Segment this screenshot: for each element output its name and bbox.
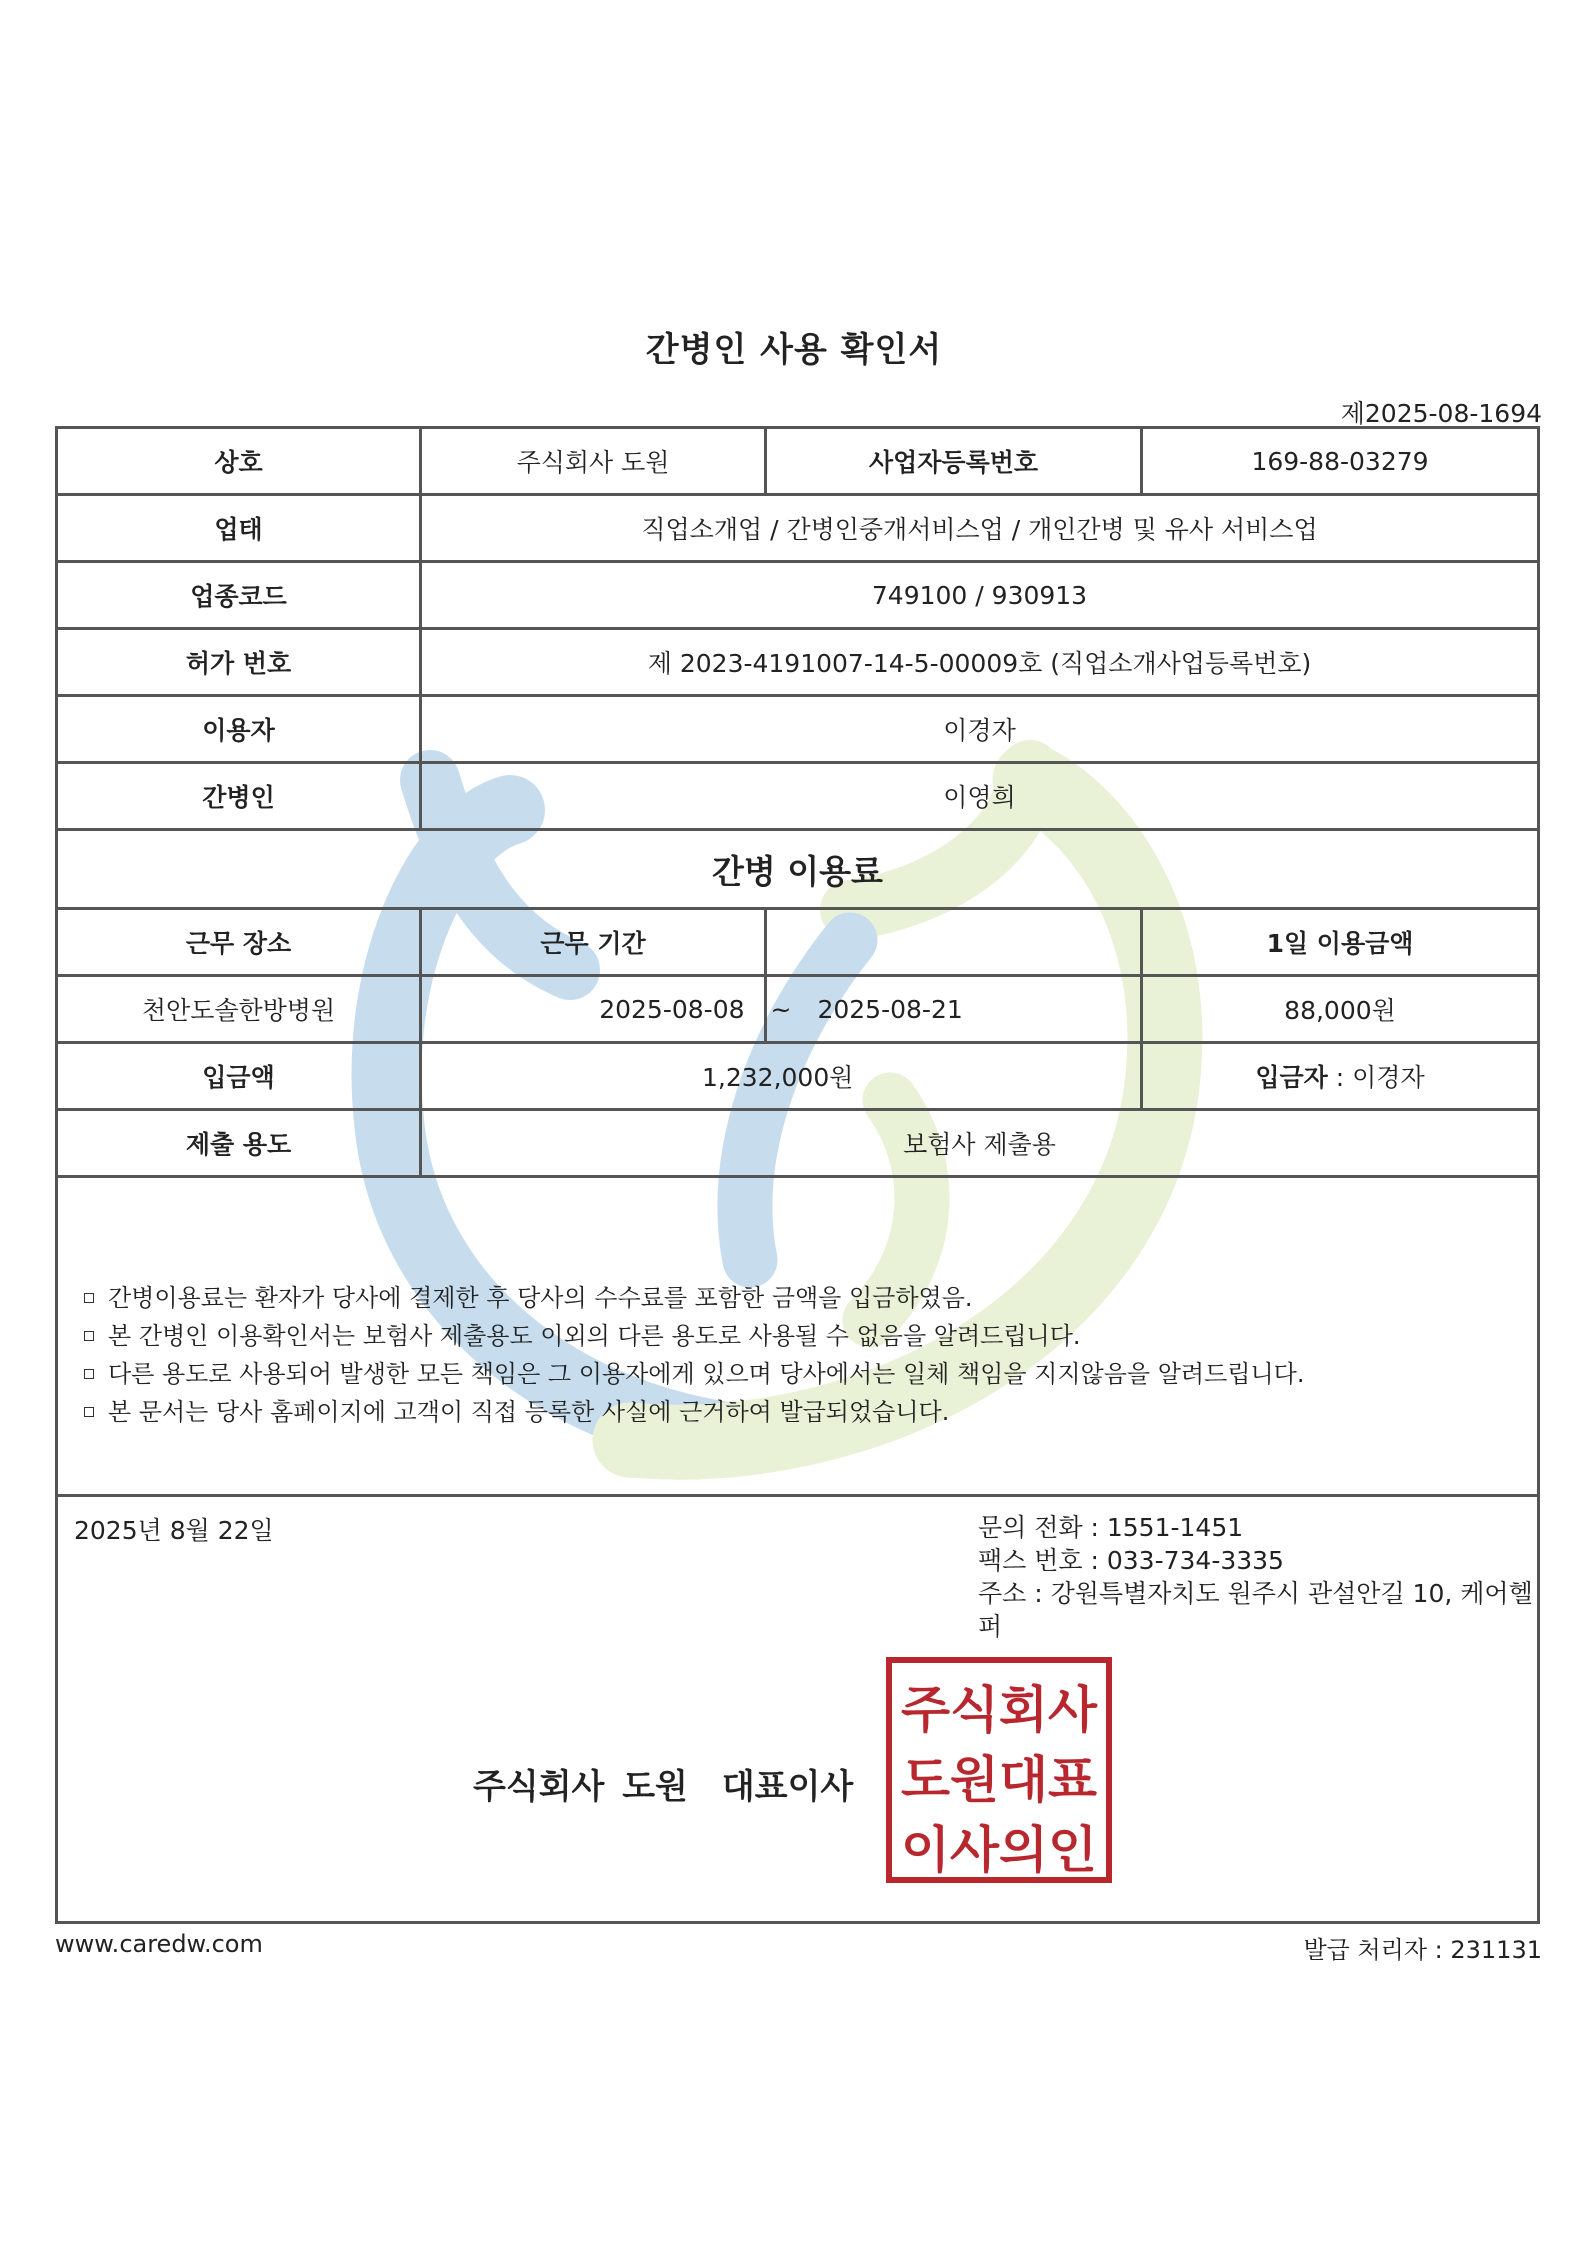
label-deposit: 입금액 bbox=[202, 1063, 275, 1092]
contact-info bbox=[978, 1511, 1537, 1643]
bullet-square-icon bbox=[84, 1331, 94, 1341]
notice-item bbox=[78, 1317, 1304, 1355]
contact-fax: 팩스 번호 : 033-734-3335 bbox=[978, 1546, 1284, 1575]
svg-text:도원대표: 도원대표 bbox=[901, 1751, 1098, 1809]
notice-list bbox=[78, 1279, 1304, 1431]
user-name: 이경자 bbox=[943, 716, 1016, 745]
certificate-table bbox=[55, 426, 1540, 1924]
company-seal bbox=[886, 1657, 1112, 1883]
work-period bbox=[422, 977, 1140, 1041]
label-purpose: 제출 용도 bbox=[185, 1130, 292, 1159]
notice-text: 간병이용료는 환자가 당사에 결제한 후 당사의 수수료를 포함한 금액을 입금하였음. bbox=[108, 1284, 973, 1312]
label-user: 이용자 bbox=[202, 716, 275, 745]
period-separator: ~ bbox=[770, 994, 792, 1024]
fee-section-title: 간병 이용료 bbox=[712, 851, 883, 891]
notice-item bbox=[78, 1355, 1304, 1393]
deposit-amount: 1,232,000원 bbox=[702, 1063, 854, 1092]
document-title: 간병인 사용 확인서 bbox=[645, 330, 943, 370]
notice-text: 본 간병인 이용확인서는 보험사 제출용도 이외의 다른 용도로 사용될 수 없음을 알려드립니다. bbox=[108, 1322, 1081, 1350]
depositor bbox=[1143, 1044, 1537, 1108]
label-business-type: 업태 bbox=[214, 515, 263, 544]
issue-date: 2025년 8월 22일 bbox=[74, 1516, 274, 1545]
website-link[interactable]: www.caredw.com bbox=[55, 1930, 263, 1958]
row-divider bbox=[58, 1494, 1537, 1497]
svg-text:이사의인: 이사의인 bbox=[901, 1821, 1097, 1879]
period-start: 2025-08-08 bbox=[599, 994, 745, 1024]
contact-address: 주소 : 강원특별자치도 원주시 관설안길 10, 케어헬퍼 bbox=[978, 1579, 1533, 1641]
registration-number: 169-88-03279 bbox=[1251, 446, 1429, 476]
bullet-square-icon bbox=[84, 1407, 94, 1417]
purpose: 보험사 제출용 bbox=[903, 1130, 1056, 1159]
depositor-name: : 이경자 bbox=[1327, 1063, 1425, 1092]
bullet-square-icon bbox=[84, 1293, 94, 1303]
label-registration-number: 사업자등록번호 bbox=[868, 448, 1039, 477]
bullet-square-icon bbox=[84, 1369, 94, 1379]
contact-phone: 문의 전화 : 1551-1451 bbox=[978, 1513, 1244, 1542]
issuer-id: 발급 처리자 : 231131 bbox=[1303, 1936, 1542, 1964]
label-industry-code: 업종코드 bbox=[190, 582, 287, 611]
svg-text:주식회사: 주식회사 bbox=[901, 1681, 1098, 1739]
label-daily-fee: 1일 이용금액 bbox=[1266, 929, 1414, 958]
label-caregiver: 간병인 bbox=[202, 783, 275, 812]
license-number: 제 2023-4191007-14-5-00009호 (직업소개사업등록번호) bbox=[647, 649, 1312, 678]
document-number: 제2025-08-1694 bbox=[1340, 399, 1542, 428]
label-work-place: 근무 장소 bbox=[185, 929, 292, 958]
notice-item bbox=[78, 1393, 1304, 1431]
notice-item bbox=[78, 1279, 1304, 1317]
notice-text: 본 문서는 당사 홈페이지에 고객이 직접 등록한 사실에 근거하여 발급되었습니다. bbox=[108, 1398, 950, 1426]
label-work-period: 근무 기간 bbox=[540, 929, 646, 958]
signature-line: 주식회사 도원 대표이사 bbox=[473, 1767, 854, 1807]
industry-code: 749100 / 930913 bbox=[871, 580, 1088, 610]
company-name: 주식회사 도원 bbox=[516, 448, 670, 477]
caregiver-name: 이영희 bbox=[943, 783, 1016, 812]
label-depositor: 입금자 bbox=[1255, 1063, 1328, 1092]
label-license-number: 허가 번호 bbox=[185, 649, 292, 678]
business-type: 직업소개업 / 간병인중개서비스업 / 개인간병 및 유사 서비스업 bbox=[641, 515, 1318, 544]
row-divider bbox=[58, 1175, 1537, 1178]
notice-text: 다른 용도로 사용되어 발생한 모든 책임은 그 이용자에게 있으며 당사에서는 일체 책임을 지지않음을 알려드립니다. bbox=[108, 1360, 1305, 1388]
daily-fee: 88,000원 bbox=[1284, 996, 1396, 1025]
period-end: 2025-08-21 bbox=[817, 994, 963, 1024]
work-place: 천안도솔한방병원 bbox=[141, 996, 336, 1025]
label-company-name: 상호 bbox=[214, 448, 263, 477]
